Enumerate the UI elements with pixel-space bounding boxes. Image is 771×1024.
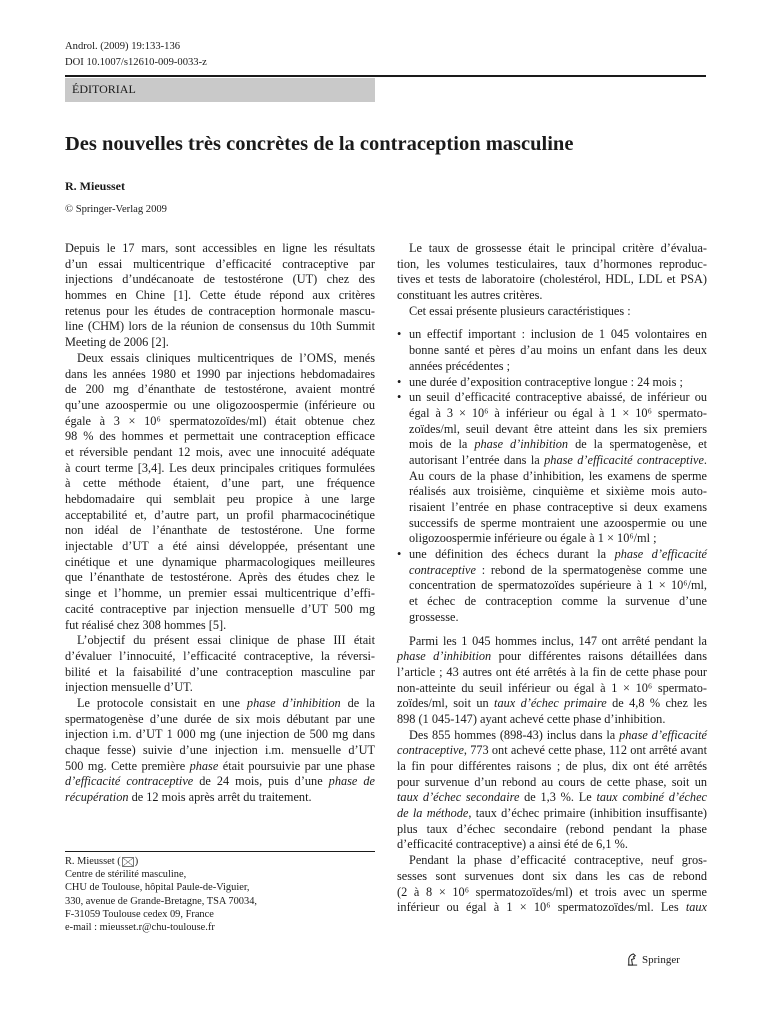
text-line: risaient l’entrée en phase contraceptive si deux examens [409, 500, 707, 514]
text-line: injection i.m. d’UT 1 000 mg (une injection de 500 mg dans [65, 727, 375, 742]
text-line: de 200 mg d’énanthate de testostérone, avaient montré [65, 382, 375, 397]
affiliation-line: 330, avenue de Grande-Bretagne, TSA 70034, [65, 895, 257, 907]
text-line: phase d’inhibition pour différentes raisons détaillées dans [397, 649, 707, 664]
italic-term: phase d’efficacité [619, 727, 707, 742]
footnote-rule [65, 851, 375, 852]
text-line: hebdomadaire qui semblait peu propice à une large [65, 492, 375, 506]
bullet-icon: • [397, 547, 402, 562]
text-line: fut réalisé chez 308 hommes [5]. [65, 617, 227, 632]
text-line: grossesse. [409, 609, 459, 624]
italic-term: taux combiné d’échec [596, 790, 707, 805]
affiliation-line: Centre de stérilité masculine, [65, 869, 187, 881]
text-line: égale à 3 × 10⁶ spermatozoïdes/ml) était obtenue chez [65, 413, 375, 428]
text-line: constituant les autres critères. [397, 288, 543, 303]
text-line: Le taux de grossesse était le principal critère d’évalua- [409, 241, 707, 255]
text-line: pour survenue d’un rebond au cours de cette phase, soit un [397, 774, 707, 789]
text-line: sesses sont survenues dont six dans les cas de rebond [397, 868, 707, 883]
text-line: inférieur ou égal à 1 × 10⁶ spermatozoïdes/ml. Les taux [397, 900, 707, 915]
text-line: 98 % des hommes et permettait une contraception efficace [65, 429, 375, 444]
text-line: réalisés aux troisième, cinquième et sixième mois auto- [409, 484, 707, 499]
text-line: hommes en Chine [1]. Cette étude répond aux critères [65, 288, 375, 303]
italic-term: d’efficacité contraceptive [65, 774, 194, 789]
text-line: l’article ; 43 autres ont été arrêtés à la fin de cette phase pour [397, 664, 707, 679]
text-line: cacité contraceptive par injection mensuelle d’UT 500 mg [65, 601, 375, 616]
text-line: chaque fesse) suivie d’une injection i.m. mensuelle d’UT [65, 743, 375, 757]
envelope-icon[interactable] [122, 857, 134, 867]
footnote-paren: ) [134, 856, 139, 867]
right-column [397, 241, 707, 916]
text-line: d’efficacité contraceptive) a ainsi été de 6,1 %. [397, 837, 628, 852]
text-line: tion, les volumes testiculaires, taux d’hormones reproduc- [397, 256, 707, 271]
text-line: Pendant la phase d’efficacité contraceptive, neuf gros- [409, 853, 707, 868]
italic-term: phase d’inhibition [397, 649, 492, 664]
text-line: égal à 3 × 10⁶ à inférieur ou égal à 1 × 10⁶ spermato- [409, 405, 707, 420]
paragraph [397, 241, 707, 304]
text-line: spermatogenèse d’une durée de six mois débutant par une [65, 711, 375, 726]
bullet-icon: • [397, 390, 402, 405]
text-line: tives et tests de laboratoire (cholestérol, HDL, LDL et PSA) [397, 272, 707, 287]
italic-term: taux d’échec primaire [494, 696, 607, 711]
text-line: et échec de contraception comme la survenue d’une [409, 594, 707, 609]
italic-term: phase [189, 758, 219, 773]
text-line: que l’énanthate de testostérone. Après des études chez le [65, 570, 375, 585]
text-line: retenus pour les études de contraception hormonale mascu- [65, 303, 375, 318]
text-line: contraceptive : rebond de la spermatogenèse comme une [409, 562, 707, 577]
text-line: 898 (1 045-147) ayant achevé cette phase d’inhibition. [397, 711, 666, 726]
text-line: une définition des échecs durant la phase d’efficacité [409, 547, 707, 562]
text-line: Deux essais cliniques multicentriques de l’OMS, menés [77, 350, 375, 365]
italic-term: contraceptive [409, 562, 476, 577]
text-line: un seuil d’efficacité contraceptive abaissé, de inférieur ou [409, 390, 707, 405]
italic-term: de la méthode [397, 806, 469, 821]
spacer [397, 319, 707, 327]
section-band [65, 78, 375, 102]
text-line: L’objectif du présent essai clinique de phase III était [77, 633, 375, 648]
publisher-name: Springer [642, 953, 680, 966]
text-line: plus taux d’échec secondaire (rebond pendant la phase [397, 821, 707, 836]
paragraph [397, 853, 707, 916]
text-line: Depuis le 17 mars, sont accessibles en ligne les résultats [65, 241, 375, 255]
text-line: et réversible pendant 12 mois, avec une innocuité adéquate [65, 444, 375, 459]
paragraph [397, 634, 707, 728]
article-title: Des nouvelles très concrètes de la contraception masculine [65, 133, 574, 155]
bullet-item [397, 375, 707, 391]
author-affiliation [65, 855, 257, 934]
text-line: oligozoospermie inférieure ou égale à 1 × 10⁶/ml ; [409, 531, 657, 546]
text-line: à court terme [3,4]. Les deux principales critiques formulées [65, 460, 375, 475]
text-line: contraceptive, 773 ont achevé cette phase, 112 ont arrêté avant [397, 743, 707, 758]
italic-term: taux d’échec secondaire [397, 790, 520, 805]
text-line: autorisant l’entrée dans la phase d’efficacité contraceptive. [409, 452, 707, 467]
text-line: d’évaluer l’innocuité, l’efficacité contraceptive, la réversi- [65, 648, 375, 663]
italic-term: contraceptive [397, 743, 464, 758]
bullet-item [397, 327, 707, 374]
bullet-item [397, 547, 707, 625]
paragraph [65, 351, 375, 633]
paragraph [65, 696, 375, 806]
springer-horse-icon [626, 953, 639, 966]
text-line: qu’une azoospermie ou une oligozoospermie (inférieure ou [65, 397, 375, 412]
header-rule [65, 75, 706, 77]
text-line: injections d’undécanoate de testostérone (UT) chez des [65, 272, 375, 287]
text-line: une durée d’exposition contraceptive longue : 24 mois ; [409, 374, 683, 389]
text-line: Au cours de la phase d’inhibition, les examens de sperme [409, 468, 707, 483]
text-line: la fin pour différentes raisons ; de plus, dix ont été arrêtés [397, 759, 707, 773]
text-line: années précédentes ; [409, 358, 511, 373]
text-line: à cette méthode étaient, d’une part, une fréquence [65, 476, 375, 491]
text-line: injectable d’UT a été ainsi développée, présentant une [65, 539, 375, 554]
journal-reference: Androl. (2009) 19:133-136 [65, 41, 181, 52]
text-line: concentration de spermatozoïdes supérieure à 1 × 10⁶/ml, [409, 578, 707, 593]
italic-term: phase d’efficacité contraceptive [544, 452, 704, 467]
text-line: de la méthode, taux d’échec primaire (inhibition insuffisante) [397, 806, 708, 821]
text-line: d’un essai multicentrique d’efficacité contraceptive par [65, 256, 375, 271]
text-line: zoïdes/ml, seuil devant être atteint dans les six premiers [409, 421, 707, 436]
affiliation-line: F-31059 Toulouse cedex 09, France [65, 908, 214, 920]
text-line: Cet essai présente plusieurs caractéristiques : [409, 303, 631, 318]
text-line: Le protocole consistait en une phase d’inhibition de la [77, 695, 375, 710]
italic-term: taux [685, 900, 707, 915]
italic-term: phase d’inhibition [474, 437, 569, 452]
author: R. Mieusset [65, 179, 125, 193]
italic-term: récupération [65, 790, 129, 805]
author-email[interactable]: e-mail : mieusset.r@chu-toulouse.fr [65, 922, 215, 934]
bullet-icon: • [397, 374, 402, 389]
text-line: singe et l’homme, un premier essai multicentrique d’effi- [65, 586, 375, 601]
text-line: Parmi les 1 045 hommes inclus, 147 ont arrêté pendant la [409, 633, 707, 648]
text-line: (2 à 8 × 10⁶ spermatozoïdes/ml) et trois avec un sperme [397, 884, 707, 899]
publisher-logo [626, 953, 680, 966]
text-line: récupération de 12 mois après arrêt du traitement. [65, 790, 312, 805]
text-line: acceptabilité et, d’autre part, un profil pharmacocinétique [65, 507, 375, 522]
italic-term: phase de [328, 774, 375, 789]
spacer [397, 626, 707, 634]
bullet-icon: • [397, 327, 402, 342]
text-line: bonne santé et pères d’au moins un enfant dans les deux [409, 343, 707, 358]
copyright: © Springer-Verlag 2009 [65, 204, 167, 215]
text-line: zoïdes/ml, soit un taux d’échec primaire de 4,8 % chez les [397, 696, 707, 711]
text-line: successifs de sperme montraient une azoospermie ou une [409, 515, 707, 530]
paragraph [397, 728, 707, 854]
footnote-author: R. Mieusset ( [65, 856, 121, 867]
text-line: non idéal de l’énanthate de testostérone. Une forme [65, 523, 375, 538]
paragraph [397, 304, 707, 320]
text-line: taux d’échec secondaire de 1,3 %. Le taux combiné d’échec [397, 790, 707, 805]
left-column [65, 241, 375, 806]
text-line: Meeting de 2006 [2]. [65, 335, 169, 350]
text-line: Des 855 hommes (898-43) inclus dans la phase d’efficacité [409, 727, 707, 742]
text-line: 500 mg. Cette première phase était poursuivie par une phase [65, 758, 375, 773]
paragraph [65, 633, 375, 696]
text-line: d’efficacité contraceptive de 24 mois, puis d’une phase de [65, 774, 375, 789]
text-line: un effectif important : inclusion de 1 045 volontaires en [409, 327, 707, 342]
text-line: mois de la phase d’inhibition de la spermatogenèse, et [409, 437, 707, 452]
doi: DOI 10.1007/s12610-009-0033-z [65, 57, 207, 68]
affiliation-line: CHU de Toulouse, hôpital Paule-de-Viguier, [65, 882, 250, 894]
text-line: dans les années 1980 et 1990 par injections hebdomadaires [65, 366, 375, 381]
italic-term: phase d’efficacité [614, 547, 707, 562]
text-line: line (CHM) lors de la réunion de consensus du 10th Summit [65, 319, 375, 334]
paragraph [65, 241, 375, 351]
text-line: injection mensuelle d’UT. [65, 680, 193, 695]
text-line: bilité et la faisabilité d’une contraception masculine par [65, 664, 375, 679]
italic-term: phase d’inhibition [246, 695, 341, 710]
bullet-item [397, 390, 707, 547]
section-label: ÉDITORIAL [72, 82, 136, 96]
text-line: non-atteinte du seuil inférieur ou égal à 1 × 10⁶ spermato- [397, 680, 707, 695]
text-line: cinétique et une dynamique pharmacologiques meilleures [65, 554, 375, 569]
